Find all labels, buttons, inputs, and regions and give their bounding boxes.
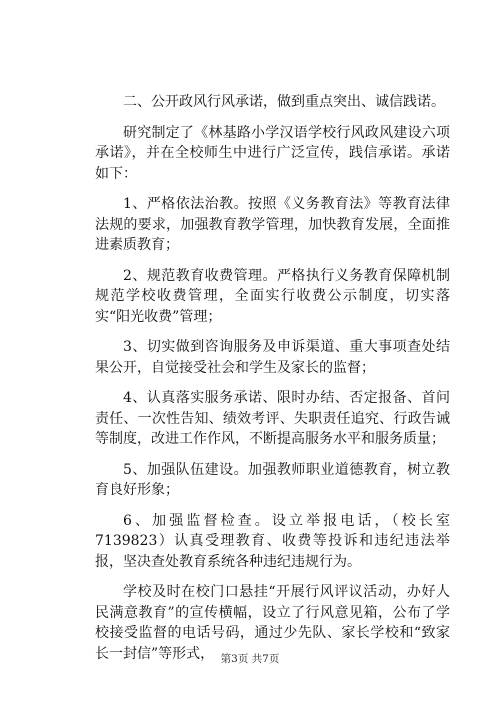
commitment-item-6: 6、加强监督检查。设立举报电话，（校长室7139823）认真受理教育、收费等投诉和违纪违法举报，坚决查处教育系统各种违纪违规行为。 bbox=[95, 512, 450, 570]
page-footer: 第3页 共7页 bbox=[220, 653, 280, 665]
document-body bbox=[95, 92, 450, 674]
paragraph-publicity: 学校及时在校门口悬挂“开展行风评议活动，办好人民满意教育”的宣传横幅，设立了行风意见箱，公布了学校接受监督的电话号码，通过少先队、家长学校和“致家长一封信”等形式， bbox=[95, 584, 450, 662]
commitment-item-5: 5、加强队伍建设。加强教师职业道德教育，树立教育良好形象； bbox=[95, 461, 450, 498]
commitment-item-1: 1、严格依法治教。按照《义务教育法》等教育法律法规的要求，加强教育教学管理，加快教育发展，全面推进素质教育； bbox=[95, 196, 450, 253]
commitment-item-2: 2、规范教育收费管理。严格执行义务教育保障机制规范学校收费管理，全面实行收费公示制度，切实落实“阳光收费”管理； bbox=[95, 267, 450, 325]
commitment-item-3: 3、切实做到咨询服务及申诉渠道、重大事项查处结果公开，自觉接受社会和学生及家长的监督； bbox=[95, 339, 450, 376]
commitment-item-4: 4、认真落实服务承诺、限时办结、否定报备、首问责任、一次性告知、绩效考评、失职责任追究、行政告诫等制度，改进工作作风，不断提高服务水平和服务质量； bbox=[95, 390, 450, 447]
paragraph-intro: 研究制定了《林基路小学汉语学校行风政风建设六项承诺》，并在全校师生中进行广泛宣传，践信承诺。承诺如下： bbox=[95, 124, 450, 182]
section-heading: 二、公开政风行风承诺，做到重点突出、诚信践诺。 bbox=[123, 94, 445, 110]
